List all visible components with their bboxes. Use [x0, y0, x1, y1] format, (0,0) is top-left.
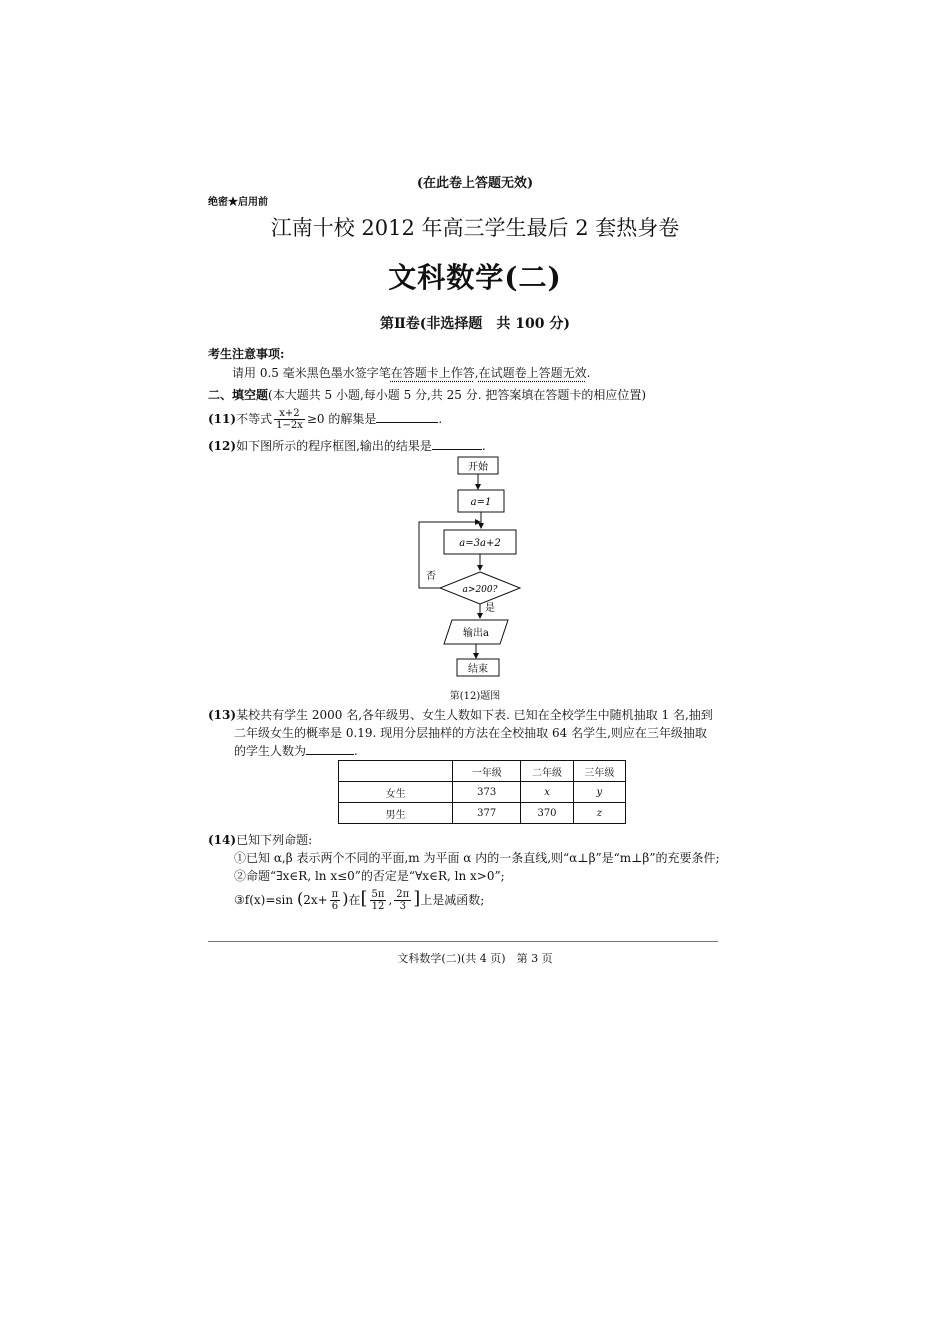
flow-end-label: 结束 — [468, 664, 488, 675]
notice-text — [232, 364, 590, 381]
notice-dotted-2: 在试题卷上答题无效 — [478, 366, 587, 380]
table-header-cell: 三年级 — [573, 761, 625, 782]
section-heading-bold: 二、填空题 — [208, 388, 269, 402]
notice-dotted-1: 在答题卡上作答 — [390, 366, 475, 380]
part-title: 第Ⅱ卷(非选择题 共 100 分) — [379, 316, 571, 332]
notice-prefix: 请用 0.5 毫米黑色墨水签字笔 — [232, 366, 391, 380]
flow-update-label: a=3a+2 — [459, 538, 501, 549]
q14-item3-mid: 在 — [348, 893, 361, 907]
table-cell: 女生 — [339, 782, 453, 803]
q11-text-before: 不等式 — [236, 412, 273, 426]
subject-title: 文科数学(二) — [388, 261, 562, 294]
q14-item3-arg: 2x+ — [303, 893, 328, 907]
q14-item3-int-a-den: 12 — [371, 901, 385, 912]
table-cell: 男生 — [339, 803, 453, 824]
q14-item3-int-b-num: 2π — [396, 889, 410, 900]
q14-item3-lparen: ( — [296, 889, 304, 908]
q12-end: . — [481, 439, 486, 453]
notice-suffix: . — [586, 366, 591, 380]
question-14 — [208, 831, 312, 848]
table-header-cell: 二年级 — [521, 761, 573, 782]
section-heading-rest: (本大题共 5 小题,每小题 5 分,共 25 分. 把答案填在答题卡的相应位置) — [268, 388, 647, 402]
q14-item3-int-a — [370, 889, 387, 912]
footer-divider — [208, 941, 718, 942]
section-heading — [208, 386, 646, 403]
q11-number: (11) — [208, 412, 237, 426]
q14-item3-frac-den: 6 — [331, 901, 339, 912]
table-cell: 377 — [453, 803, 521, 824]
q13-line1: 某校共有学生 2000 名,各年级男、女生人数如下表. 已知在全校学生中随机抽取 1 名,抽到 — [236, 708, 713, 722]
flow-output-label: 输出a — [463, 628, 489, 639]
table-cell: 373 — [453, 782, 521, 803]
q13-line3: 的学生人数为 — [234, 744, 307, 758]
grade-table — [338, 760, 626, 824]
q11-frac-num: x+2 — [274, 408, 305, 420]
table-row — [339, 803, 626, 824]
table-cell: y — [573, 782, 625, 803]
q14-item3-lbracket: [ — [360, 888, 368, 909]
q14-item3-rparen: ) — [342, 889, 349, 908]
flow-yes-label: 是 — [485, 603, 495, 614]
flowchart-caption: 第(12)题图 — [449, 691, 501, 702]
q14-item-1: ①已知 α,β 表示两个不同的平面,m 为平面 α 内的一条直线,则“α⊥β”是“m⊥β”的充要条件; — [234, 851, 720, 865]
q14-item3-prefix: ③f(x)=sin — [234, 893, 294, 907]
q14-item3-frac — [330, 889, 341, 912]
table-header-cell: 一年级 — [453, 761, 521, 782]
exam-title: 江南十校 2012 年高三学生最后 2 套热身卷 — [270, 216, 680, 240]
flowchart — [400, 452, 560, 702]
q11-answer-blank[interactable] — [376, 410, 438, 423]
q14-number: (14) — [208, 833, 237, 847]
q14-item-2: ②命题“∃x∈R, ln x≤0”的否定是“∀x∈R, ln x>0”; — [234, 869, 505, 883]
question-11 — [208, 408, 442, 431]
notice-heading: 考生注意事项: — [208, 347, 285, 361]
table-cell: 370 — [521, 803, 573, 824]
table-cell: z — [573, 803, 625, 824]
q12-text: 如下图所示的程序框图,输出的结果是 — [236, 439, 432, 453]
secret-mark: 绝密★启用前 — [208, 197, 268, 208]
q14-item3-int-a-num: 5π — [371, 889, 385, 900]
q13-answer-blank[interactable] — [306, 742, 354, 755]
flow-init-label: a=1 — [470, 497, 492, 508]
invalid-note: (在此卷上答题无效) — [416, 176, 534, 191]
table-header-row — [339, 761, 626, 782]
notice-mid: , — [474, 366, 479, 380]
table-header-cell — [339, 761, 453, 782]
flow-no-label: 否 — [426, 571, 436, 582]
q13-end: . — [354, 744, 358, 758]
q13-line2: 二年级女生的概率是 0.19. 现用分层抽样的方法在全校抽取 64 名学生,则应在三年级抽取 — [234, 726, 707, 740]
flow-decision-label: a>200? — [462, 585, 498, 595]
question-13 — [208, 706, 713, 723]
q12-answer-blank[interactable] — [432, 437, 482, 450]
q13-line3-wrap — [234, 742, 358, 759]
table-cell: x — [521, 782, 573, 803]
q14-item-3: ③f(x)=sin (2x+ $\frac{\pi}{6}$ )在[ $\frac{5\pi}{12}$ , $\frac{2\pi}{3}$ ]上是减函数; — [234, 888, 485, 912]
page-footer: 文科数学(二)(共 4 页) 第 3 页 — [397, 952, 553, 965]
q11-text-after: ≥0 的解集是 — [306, 412, 377, 426]
q14-item3-rbracket: ] — [413, 888, 421, 909]
q14-item3-int-b — [394, 889, 411, 912]
q12-number: (12) — [208, 439, 237, 453]
q14-intro: 已知下列命题: — [236, 833, 313, 847]
q11-frac-den: 1−2x — [276, 420, 303, 431]
q14-item3-int-b-den: 3 — [399, 901, 406, 912]
q13-number: (13) — [208, 708, 237, 722]
q11-end: . — [438, 412, 443, 426]
q14-item3-frac-num: π — [331, 889, 339, 900]
q14-item3-suffix: 上是减函数; — [420, 893, 485, 907]
table-row — [339, 782, 626, 803]
q11-fraction — [274, 408, 305, 431]
flow-start-label: 开始 — [468, 462, 488, 473]
